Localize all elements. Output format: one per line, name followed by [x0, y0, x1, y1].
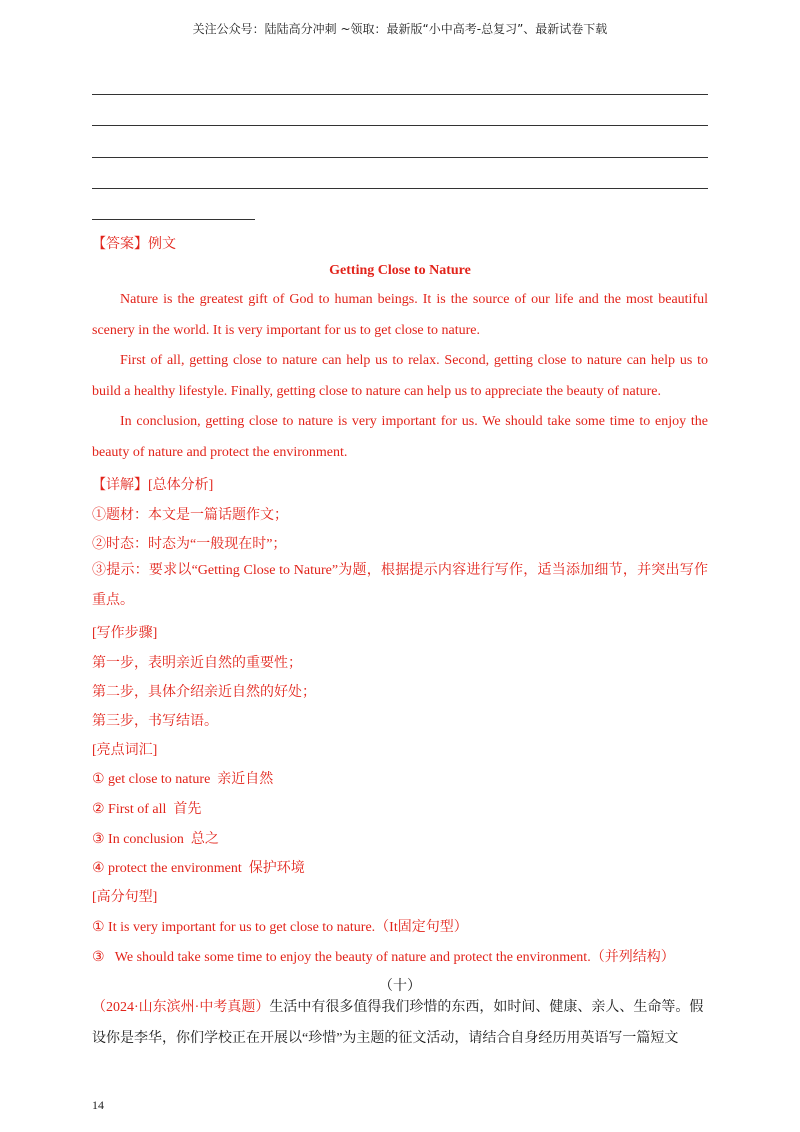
writing-line-2: [92, 125, 708, 126]
sentence-2: ③ We should take some time to enjoy the beauty of nature and protect the environment.（并列结构）: [92, 950, 675, 965]
writing-line-1: [92, 94, 708, 95]
writing-line-5-short: [92, 219, 255, 220]
steps-heading: [写作步骤]: [92, 626, 158, 641]
analysis-item-1: ①题材：本文是一篇话题作文；: [92, 508, 288, 523]
step-1: 第一步，表明亲近自然的重要性；: [92, 656, 302, 671]
question-line-1-text: 生活中有很多值得我们珍惜的东西，如时间、健康、亲人、生命等。假: [269, 1000, 704, 1015]
analysis-heading: 【详解】[总体分析]: [92, 478, 214, 493]
writing-line-4: [92, 188, 708, 189]
analysis-item-2: ②时态：时态为“一般现在时”；: [92, 537, 287, 552]
page-number: 14: [92, 1098, 104, 1112]
step-2: 第二步，具体介绍亲近自然的好处；: [92, 685, 316, 700]
writing-line-3: [92, 157, 708, 158]
section-number: （十）: [379, 979, 421, 994]
step-3: 第三步，书写结语。: [92, 714, 218, 729]
vocab-1: ① get close to nature 亲近自然: [92, 772, 274, 787]
sentence-heading: [高分句型]: [92, 890, 158, 905]
essay-paragraph-3: [92, 407, 708, 468]
question-source: （2024·山东滨州·中考真题）: [92, 1000, 270, 1015]
essay-paragraph-2: [92, 346, 708, 407]
analysis-item-3: ③提示：要求以“Getting Close to Nature”为题，根据提示内容进行写作，适当添加细节，并突出写作重点。: [92, 563, 708, 608]
essay-paragraph-3-text: In conclusion, getting close to nature is very important for us. We should take some time to enjoy the beauty of nature and protect the environment.: [92, 414, 708, 460]
essay-paragraph-1: [92, 285, 708, 346]
question-line-1: [92, 996, 708, 1016]
answer-label: 【答案】例文: [92, 237, 176, 252]
vocab-2: ② First of all 首先: [92, 802, 202, 817]
vocab-4: ④ protect the environment 保护环境: [92, 861, 305, 876]
essay-paragraph-1-text: Nature is the greatest gift of God to human beings. It is the source of our life and the most beautiful scenery in the world. It is very important for us to get close to nature.: [92, 292, 708, 338]
vocab-3: ③ In conclusion 总之: [92, 832, 219, 847]
essay-paragraph-2-text: First of all, getting close to nature can help us to relax. Second, getting close to nature can help us to build a healthy lifestyle. Finally, getting close to nature can help us to appreciate the beauty of nature.: [92, 353, 708, 399]
sentence-1: ① It is very important for us to get close to nature.（It固定句型）: [92, 920, 468, 935]
essay-title: Getting Close to Nature: [329, 263, 471, 278]
question-line-2: 设你是李华，你们学校正在开展以“珍惜”为主题的征文活动，请结合自身经历用英语写一篇短文: [92, 1031, 679, 1046]
vocab-heading: [亮点词汇]: [92, 743, 158, 758]
page-header: 关注公众号：陆陆高分冲刺 ~领取：最新版“小中高考-总复习”、最新试卷下载: [192, 22, 608, 36]
